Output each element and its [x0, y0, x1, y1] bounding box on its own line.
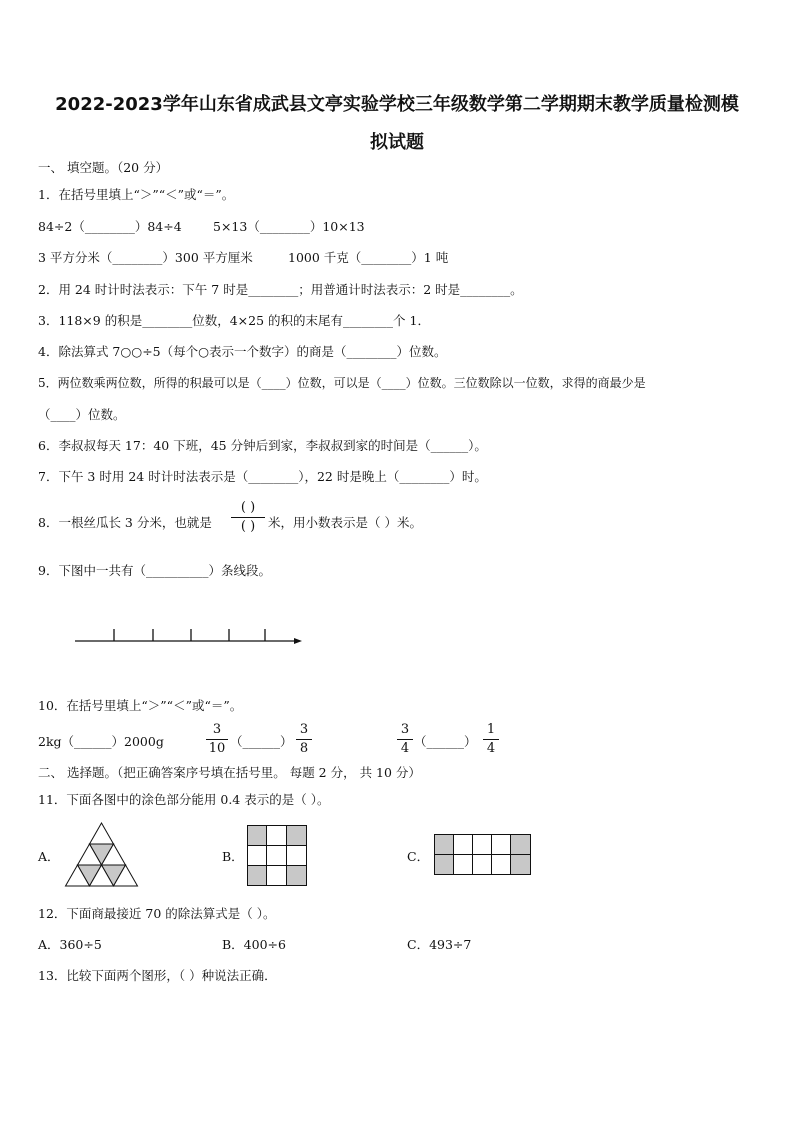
- question-6: 6．李叔叔每天 17：40 下班，45 分钟后到家，李叔叔到家的时间是（______）。: [38, 438, 487, 453]
- q12-option-b: B．400÷6: [222, 937, 286, 952]
- q10-c-right-fraction: [483, 722, 499, 757]
- question-4: 4．除法算式 7○○÷5（每个○表示一个数字）的商是（________）位数。: [38, 344, 447, 359]
- question-11: 11．下面各图中的涂色部分能用 0.4 表示的是（ ）。: [38, 792, 330, 807]
- question-8-after: 米，用小数表示是（ ）米。: [268, 515, 422, 530]
- question-10: 10．在括号里填上“＞”“＜”或“＝”。: [38, 698, 243, 713]
- page-title-line2: 拟试题: [370, 132, 424, 153]
- q10-c-blank: （______）: [414, 734, 477, 749]
- section2-heading: 二、 选择题。（把正确答案序号填在括号里。 每题 2 分， 共 10 分）: [38, 765, 421, 780]
- q11-option-a-triangle: [64, 822, 140, 888]
- q8-fraction-denominator: ( ): [240, 519, 256, 534]
- page-title-line1: 2022-2023学年山东省成武县文亭实验学校三年级数学第二学期期末教学质量检测模: [55, 94, 739, 115]
- fraction-bar: [397, 739, 413, 740]
- fraction-bar: [296, 739, 312, 740]
- question-7: 7．下午 3 时用 24 时计时法表示是（________），22 时是晚上（________）时。: [38, 469, 487, 484]
- q8-fraction-numerator: ( ): [240, 500, 256, 515]
- question-2: 2．用 24 时计时法表示：下午 7 时是________；用普通计时法表示：2 时是________。: [38, 282, 523, 297]
- question-3: 3．118×9 的积是________位数，4×25 的积的末尾有________个 1．: [38, 313, 430, 328]
- denominator: 4: [486, 741, 496, 756]
- q11-option-b-label: B．: [222, 849, 244, 864]
- q11-option-b-grid: [247, 825, 307, 886]
- denominator: 10: [208, 741, 226, 756]
- fraction-bar: [206, 739, 228, 740]
- q10-a: 2kg（______）2000g: [38, 734, 164, 749]
- q10-b-blank: （______）: [230, 734, 293, 749]
- q12-option-a: A．360÷5: [38, 937, 102, 952]
- q11-option-c-label: C．: [407, 849, 430, 864]
- q1-row1-right: 5×13（________）10×13: [213, 219, 365, 234]
- numerator: 3: [299, 722, 309, 737]
- question-12: 12．下面商最接近 70 的除法算式是（ ）。: [38, 906, 276, 921]
- section1-heading: 一、 填空题。（20 分）: [38, 160, 169, 175]
- q1-row1-left: 84÷2（________）84÷4: [38, 219, 182, 234]
- q11-option-a-label: A．: [38, 849, 60, 864]
- q9-line-segment-figure: [70, 624, 310, 648]
- question-8-before: 8．一根丝瓜长 3 分米，也就是: [38, 515, 212, 530]
- q8-fraction-bar: [231, 517, 265, 518]
- q11-option-c-grid: [434, 834, 532, 875]
- question-5-line2: （____）位数。: [38, 407, 126, 422]
- q1-row2-right: 1000 千克（________）1 吨: [288, 250, 449, 265]
- question-1: 1．在括号里填上“＞”“＜”或“＝”。: [38, 187, 235, 202]
- numerator: 3: [400, 722, 410, 737]
- q10-b-right-fraction: [296, 722, 312, 757]
- q1-row2-left: 3 平方分米（________）300 平方厘米: [38, 250, 253, 265]
- denominator: 8: [299, 741, 309, 756]
- numerator: 3: [212, 722, 222, 737]
- question-13: 13．比较下面两个图形，（ ）种说法正确．: [38, 968, 277, 983]
- fraction-bar: [483, 739, 499, 740]
- q8-fraction: [231, 500, 265, 535]
- numerator: 1: [486, 722, 496, 737]
- question-5-line1: 5．两位数乘两位数，所得的积最可以是（____）位数，可以是（____）位数。三位数除以一位数，求得的商最少是: [38, 376, 646, 390]
- question-9: 9．下图中一共有（__________）条线段。: [38, 563, 271, 578]
- denominator: 4: [400, 741, 410, 756]
- q12-option-c: C．493÷7: [407, 937, 472, 952]
- q10-c-left-fraction: [397, 722, 413, 757]
- q10-b-left-fraction: [206, 722, 228, 757]
